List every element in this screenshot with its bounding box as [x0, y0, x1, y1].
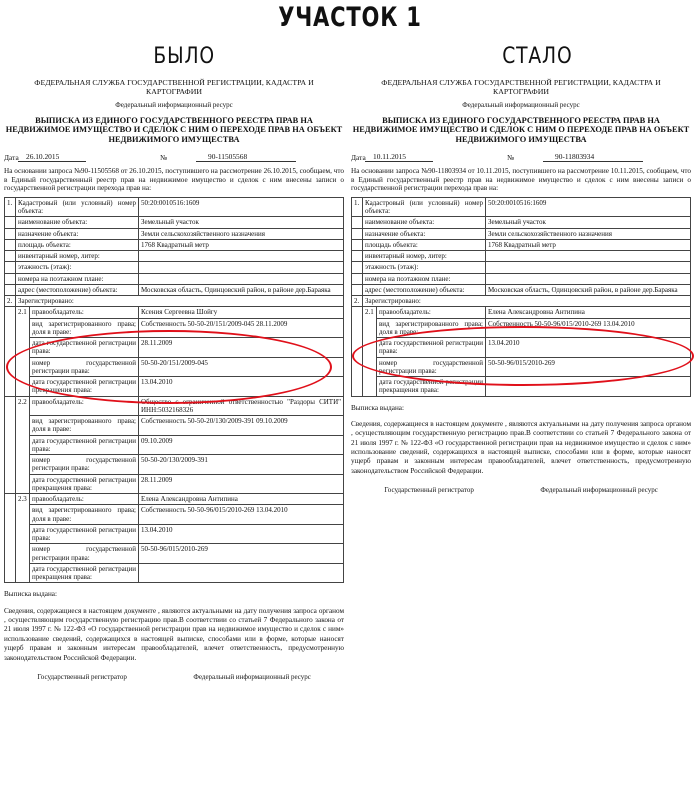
row-label: наименование объекта: [16, 217, 139, 228]
registrar-label: Государственный регистратор [384, 486, 474, 495]
right-number: 2.1 [16, 307, 30, 396]
row-label: правообладатель: [377, 307, 486, 318]
issued-label: Выписка выдана: [351, 403, 404, 412]
before-heading: БЫЛО [153, 44, 215, 69]
row-value: 50:20:0010516:1609 [486, 197, 691, 217]
holder-value: Ксения Сергеевна Шойгу [139, 307, 344, 318]
issued-label: Выписка выдана: [4, 590, 57, 599]
row-label: номер государственной регистрации права: [30, 357, 139, 377]
date-row [351, 153, 691, 163]
section-heading: Зарегистрировано: [16, 296, 344, 307]
resource-name: Федеральный информационный ресурс [115, 101, 233, 110]
holder-value: Общество с ограниченной ответственностью "Раздоры СИТИ" ИНН:5032168326 [139, 396, 344, 416]
resource-signature-label: Федеральный информационный ресурс [540, 486, 658, 495]
row-value [486, 273, 691, 284]
row-label: Кадастровый (или условный) номер объекта: [363, 197, 486, 217]
row-label: этажность (этаж): [16, 262, 139, 273]
row-value [486, 251, 691, 262]
row-value: Земельный участок [486, 217, 691, 228]
agency-name: ФЕДЕРАЛЬНАЯ СЛУЖБА ГОСУДАРСТВЕННОЙ РЕГИСТРАЦИИ, КАДАСТРА И КАРТОГРАФИИ [34, 78, 314, 97]
row-label: вид зарегистрированного права; доля в праве: [30, 318, 139, 338]
row-label: правообладатель: [30, 307, 139, 318]
row-value [139, 563, 344, 583]
row-label: назначение объекта: [363, 228, 486, 239]
row-value: Собственность 50-50-96/015/2010-269 13.04.2010 [139, 505, 344, 525]
row-value: Земли сельскохозяйственного назначения [139, 228, 344, 239]
agency-name: ФЕДЕРАЛЬНАЯ СЛУЖБА ГОСУДАРСТВЕННОЙ РЕГИСТРАЦИИ, КАДАСТРА И КАРТОГРАФИИ [381, 78, 661, 97]
row-value: Собственность 50-50-96/015/2010-269 13.04.2010 [486, 318, 691, 338]
row-label: площадь объекта: [363, 239, 486, 250]
row-value [139, 251, 344, 262]
row-label: правообладатель: [30, 396, 139, 416]
row-value: 13.04.2010 [139, 377, 344, 397]
row-value: 13.04.2010 [486, 338, 691, 358]
intro-text: На основании запроса №90-11803934 от 10.11.2015, поступившего на рассмотрение 10.11.2015, сообщаем, что в Единый государственный реестр прав на недвижимое имущество и сделок с ним внесены записи о государственной регистрации перехода прав на: [351, 167, 691, 193]
before-highlight-ellipse [6, 330, 332, 404]
row-value: Московская область, Одинцовский район, в районе дер.Бараяка [139, 284, 344, 295]
row-value [139, 262, 344, 273]
fine-print: Сведения, содержащиеся в настоящем документе , являются актуальными на дату получения запроса органом , осуществляющим государственную регистрацию прав.В соответствии со статьей 7 Федерального закона от 21 июля 1997 г. № 122-ФЗ «О государственной регистрации прав на недвижимое имущество и сделок с ним» использование сведений, содержащихся в настоящей выписке, способами или в форме, которые наносят ущерб правам и законным интересам правообладателей, влечет ответственность, предусмотренную законодательством Российской Федерации. [351, 420, 691, 475]
signature-block [4, 673, 344, 681]
right-number: 2.2 [16, 396, 30, 494]
row-value [139, 273, 344, 284]
row-value: 1768 Квадратный метр [486, 239, 691, 250]
row-label: правообладатель: [30, 494, 139, 505]
number-value: 90-11803934 [543, 153, 643, 163]
intro-text: На основании запроса №90-11505568 от 26.10.2015, поступившего на рассмотрение 26.10.2015, сообщаем, что в Единый государственный реестр прав на недвижимое имущество и сделок с ним внесены записи о государственной регистрации перехода прав на: [4, 167, 344, 193]
row-label: дата государственной регистрации прекращения права: [30, 377, 139, 397]
row-value: Собственность 50-50-20/130/2009-391 09.10.2009 [139, 416, 344, 436]
section-number: 2. [5, 296, 16, 307]
row-value: 13.04.2010 [139, 524, 344, 544]
row-label: адрес (местоположение) объекта: [363, 284, 486, 295]
row-value: 28.11.2009 [139, 338, 344, 358]
date-label: Дата [351, 152, 366, 162]
row-label: наименование объекта: [363, 217, 486, 228]
row-label: дата государственной регистрации права: [377, 338, 486, 358]
row-value: 09.10.2009 [139, 435, 344, 455]
row-label: номер государственной регистрации права: [30, 455, 139, 475]
row-label: номер государственной регистрации права: [377, 357, 486, 377]
fine-print: Сведения, содержащиеся в настоящем документе , являются актуальными на дату получения запроса органом , осуществляющим государственную регистрацию прав.В соответствии со статьей 7 Федерального закона от 21 июля 1997 г. № 122-ФЗ «О государственной регистрации прав на недвижимое имущество и сделок с ним» использование сведений, содержащихся в настоящей выписке, способами или в форме, которые наносят ущерб правам и законным интересам правообладателей, влечет ответственность, предусмотренную законодательством Российской Федерации. [4, 606, 344, 662]
section-number: 2. [352, 296, 363, 307]
date-label: Дата [4, 152, 19, 162]
row-label: вид зарегистрированного права; доля в праве: [30, 416, 139, 436]
resource-name: Федеральный информационный ресурс [462, 101, 580, 110]
right-number: 2.3 [16, 494, 30, 583]
date-value: 26.10.2015 [18, 153, 86, 163]
row-value: 50-50-20/130/2009-391 [139, 455, 344, 475]
row-value: 1768 Квадратный метр [139, 239, 344, 250]
row-label: адрес (местоположение) объекта: [16, 284, 139, 295]
date-row [4, 153, 344, 163]
row-label: номера на поэтажном плане: [363, 273, 486, 284]
row-label: вид зарегистрированного права; доля в праве: [30, 505, 139, 525]
section-number: 1. [352, 197, 363, 217]
row-value: Земли сельскохозяйственного назначения [486, 228, 691, 239]
registrar-label: Государственный регистратор [37, 672, 127, 681]
after-highlight-ellipse [352, 326, 694, 386]
row-label: дата государственной регистрации права: [30, 435, 139, 455]
row-label: дата государственной регистрации прекращения права: [30, 563, 139, 583]
row-label: площадь объекта: [16, 239, 139, 250]
row-label: номер государственной регистрации права: [30, 544, 139, 564]
holder-value: Елена Александровна Антипина [486, 307, 691, 318]
row-label: инвентарный номер, литер: [16, 251, 139, 262]
row-value: 50-50-96/015/2010-269 [486, 357, 691, 377]
row-label: Кадастровый (или условный) номер объекта: [16, 197, 139, 217]
row-value: Собственность 50-50-20/151/2009-045 28.11.2009 [139, 318, 344, 338]
right-number: 2.1 [363, 307, 377, 396]
row-value [486, 262, 691, 273]
row-value: 50-50-20/151/2009-045 [139, 357, 344, 377]
row-value: 28.11.2009 [139, 474, 344, 494]
row-label: дата государственной регистрации прекращения права: [30, 474, 139, 494]
number-value: 90-11505568 [196, 153, 296, 163]
row-value: Земельный участок [139, 217, 344, 228]
number-label: № [507, 152, 515, 162]
resource-signature-label: Федеральный информационный ресурс [193, 672, 311, 681]
row-label: этажность (этаж): [363, 262, 486, 273]
section-number: 1. [5, 197, 16, 217]
holder-value: Елена Александровна Антипина [139, 494, 344, 505]
extract-title: ВЫПИСКА ИЗ ЕДИНОГО ГОСУДАРСТВЕННОГО РЕЕСТРА ПРАВ НА НЕДВИЖИМОЕ ИМУЩЕСТВО И СДЕЛОК С НИМ О ПЕРЕХОДЕ ПРАВ НА ОБЪЕКТ НЕДВИЖИМОГО ИМУЩЕСТВА [352, 115, 690, 144]
row-label: дата государственной регистрации прекращения права: [377, 377, 486, 397]
row-value: 50-50-96/015/2010-269 [139, 544, 344, 564]
signature-block [351, 486, 691, 494]
row-label: номера на поэтажном плане: [16, 273, 139, 284]
section-heading: Зарегистрировано: [363, 296, 691, 307]
number-label: № [160, 152, 168, 162]
row-value: Московская область, Одинцовский район, в районе дер.Бараяка [486, 284, 691, 295]
page-title: УЧАСТОК 1 [278, 2, 422, 33]
after-document [351, 78, 691, 494]
row-label: дата государственной регистрации права: [30, 524, 139, 544]
date-value: 10.11.2015 [365, 153, 433, 163]
after-heading: СТАЛО [502, 44, 573, 69]
row-value: 50:20:0010516:1609 [139, 197, 344, 217]
row-label: назначение объекта: [16, 228, 139, 239]
row-label: дата государственной регистрации права: [30, 338, 139, 358]
extract-title: ВЫПИСКА ИЗ ЕДИНОГО ГОСУДАРСТВЕННОГО РЕЕСТРА ПРАВ НА НЕДВИЖИМОЕ ИМУЩЕСТВО И СДЕЛОК С НИМ О ПЕРЕХОДЕ ПРАВ НА ОБЪЕКТ НЕДВИЖИМОГО ИМУЩЕСТВА [5, 115, 343, 144]
row-label: инвентарный номер, литер: [363, 251, 486, 262]
row-label: вид зарегистрированного права; доля в праве: [377, 318, 486, 338]
